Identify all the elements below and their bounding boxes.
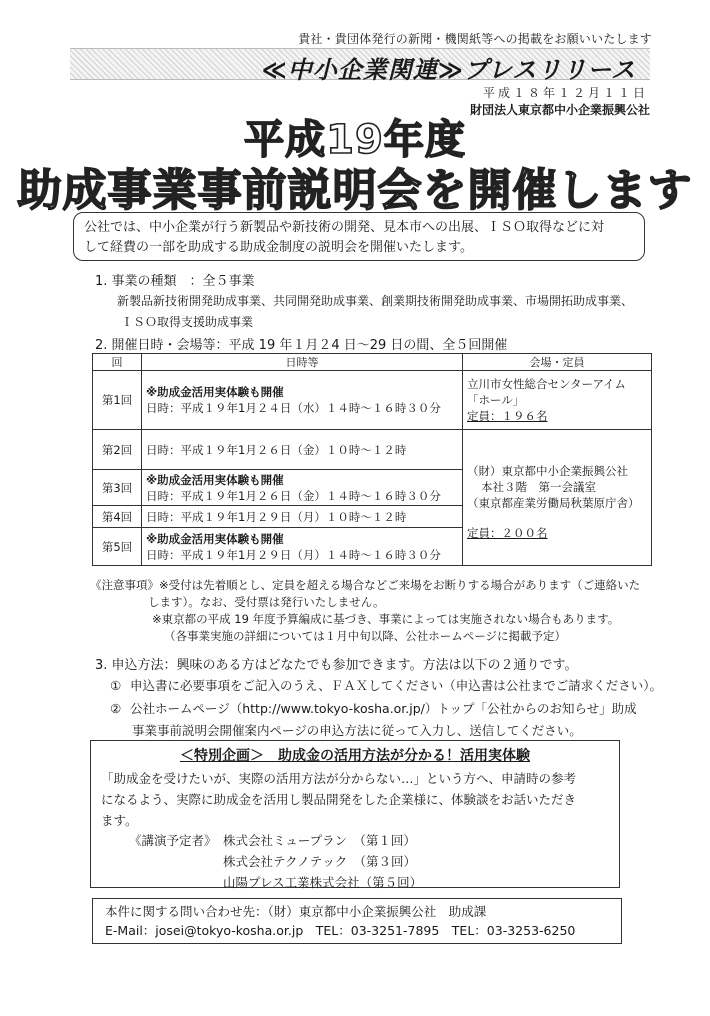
program-types-list: [117, 291, 677, 333]
venue-building: （東京都産業労働局秋葉原庁舎）: [467, 495, 640, 510]
venue-capacity: 定員：２００名: [467, 525, 548, 540]
session-number: 第5回: [93, 528, 142, 566]
note-line: します）。なお、受付票は発行いたしません。: [148, 595, 385, 609]
venue-name: 立川市女性総合センターアイム: [467, 377, 626, 391]
session-datetime-cell: [142, 470, 463, 506]
note-line: （各事業実施の詳細については１月中旬以降、公社ホームページに掲載予定）: [164, 629, 567, 643]
main-title: 助成事業事前説明会を開催します: [17, 165, 693, 216]
workshop-note: ※助成金活用実体験も開催: [146, 531, 284, 546]
intro-line: して経費の一部を助成する助成金制度の説明会を開催いたします。: [84, 240, 473, 255]
venue-capacity: 定員：１９６名: [467, 409, 548, 423]
schedule-table: [92, 353, 652, 566]
description-line: 「助成金を受けたいが、実際の活用方法が分からない…」という方へ、申請時の参考: [101, 771, 577, 786]
column-header-venue: 会場・定員: [463, 354, 652, 371]
method-number: ②: [110, 701, 122, 716]
venue-cell: [463, 371, 652, 430]
note-line: 《注意事項》※受付は先着順とし、定員を超える場合などご来場をお断りする場合があります（ご連絡いた: [90, 578, 641, 592]
notes-block: [90, 577, 650, 645]
main-title-year: 平成19年度: [244, 117, 466, 163]
table-header-row: [93, 354, 652, 371]
list-item: [129, 851, 422, 872]
special-event-description: [101, 768, 609, 831]
intro-line: 公社では、中小企業が行う新製品や新技術の開発、見本市への出展、ＩＳＯ取得などに対: [84, 220, 605, 235]
contact-box: [92, 898, 622, 944]
session-number: 第2回: [93, 430, 142, 470]
column-header-datetime: 日時等: [142, 354, 463, 371]
banner-title: ≪中小企業関連≫プレスリリース: [261, 56, 636, 84]
release-date: 平成１８年１２月１１日: [482, 86, 648, 100]
program-types-line: ＩＳＯ取得支援助成事業: [121, 315, 254, 329]
publication-request: 貴社・貴団体発行の新聞・機関紙等への掲載をお願いいたします: [298, 32, 652, 46]
section-heading-schedule: 2. 開催日時・会場等：平成 19 年１月２4 日～29 日の間、全５回開催: [95, 338, 508, 353]
program-types-line: 新製品新技術開発助成事業、共同開発助成事業、創業期技術開発助成事業、市場開拓助成事業、: [117, 294, 634, 308]
venue-name: （財）東京都中小企業振興公社: [467, 463, 628, 478]
workshop-note: ※助成金活用実体験も開催: [146, 385, 284, 399]
workshop-note: ※助成金活用実体験も開催: [146, 472, 284, 487]
press-release-banner: [70, 48, 650, 84]
table-row: [93, 371, 652, 430]
special-event-box: [90, 740, 620, 888]
session-datetime-cell: [142, 528, 463, 566]
intro-box: [73, 212, 645, 261]
venue-cell: [463, 430, 652, 566]
method-text: 申込書に必要事項をご記入のうえ、ＦＡＸしてください（申込書は公社までご請求ください）。: [129, 678, 662, 693]
method-number: ①: [110, 678, 122, 693]
section-heading-program-types: 1. 事業の種類 ：全５事業: [95, 274, 255, 289]
method-text: 公社ホームページ（http://www.tokyo-kosha.or.jp/）トップ「公社からのお知らせ」助成: [129, 701, 637, 716]
venue-room: 本社３階 第一会議室: [481, 479, 596, 494]
speaker-name: 株式会社テクノテック （第３回）: [223, 854, 417, 869]
special-event-title: ＜特別企画＞ 助成金の活用方法が分かる！活用実体験: [180, 748, 530, 764]
method-text: 事業事前説明会開催案内ページの申込方法に従って入力し、送信してください。: [132, 723, 582, 738]
session-number: 第1回: [93, 371, 142, 430]
column-header-session: 回: [93, 354, 142, 371]
description-line: になるよう、実際に助成金を活用し製品開発をした企業様に、体験談をお話いただき: [101, 792, 577, 807]
list-item: [129, 830, 422, 851]
session-datetime: 日時：平成１９年1月２６日（金）１０時～１２時: [142, 430, 463, 470]
contact-line: E-Mail：josei@tokyo-kosha.or.jp TEL：03-3251-7895 TEL：03-3253-6250: [105, 923, 576, 938]
speakers-label: 《講演予定者》: [129, 833, 217, 848]
issuing-organization: 財団法人東京都中小企業振興公社: [469, 103, 650, 117]
session-datetime: 日時：平成１９年1月２６日（金）１４時～１６時３０分: [146, 488, 441, 503]
description-line: ます。: [101, 813, 138, 828]
table-row: [93, 430, 652, 470]
session-datetime-cell: [142, 371, 463, 430]
section-heading-application: 3. 申込方法：興味のある方はどなたでも参加できます。方法は以下の２通りです。: [95, 658, 578, 673]
note-line: ※東京都の平成 19 年度予算編成に基づき、事業によっては実施されない場合もあります。: [152, 612, 620, 626]
session-datetime: 日時：平成１９年1月２４日（水）１４時～１６時３０分: [146, 401, 441, 415]
contact-line: 本件に関する問い合わせ先：（財）東京都中小企業振興公社 助成課: [105, 904, 487, 919]
speaker-name: 山陽プレス工業株式会社（第５回）: [223, 875, 423, 890]
list-item: [129, 872, 422, 893]
speaker-name: 株式会社ミュープラン （第１回）: [223, 833, 416, 848]
application-method-web: [110, 698, 670, 742]
session-datetime: 日時：平成１９年1月２９日（月）１４時～１６時３０分: [146, 547, 441, 562]
session-number: 第4回: [93, 506, 142, 528]
application-method-fax: [110, 676, 670, 694]
session-datetime: 日時：平成１９年1月２９日（月）１０時～１２時: [142, 506, 463, 528]
session-number: 第3回: [93, 470, 142, 506]
speakers-list: [129, 830, 422, 893]
venue-room: 「ホール」: [467, 393, 525, 407]
